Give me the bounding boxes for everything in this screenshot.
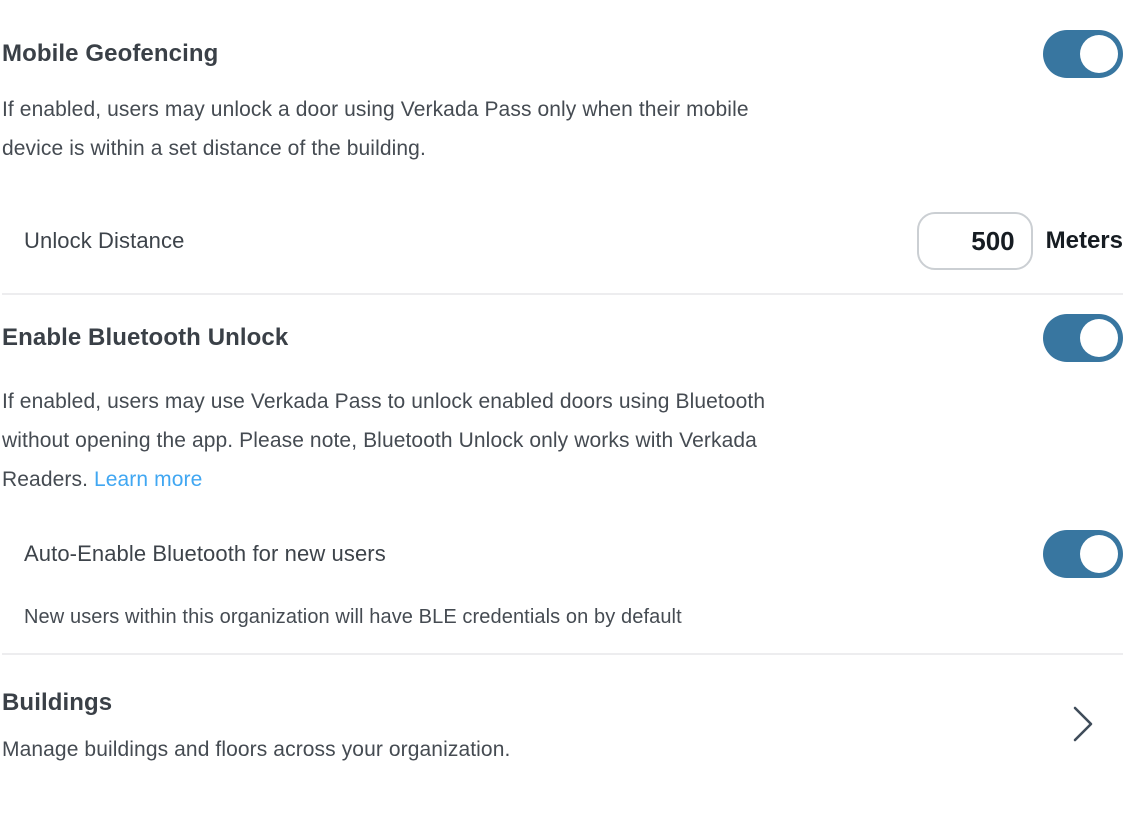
unlock-distance-value-group <box>917 212 1123 270</box>
mobile-geofencing-title: Mobile Geofencing <box>2 40 219 67</box>
bluetooth-unlock-title: Enable Bluetooth Unlock <box>2 324 289 351</box>
unlock-distance-unit: Meters <box>1045 227 1123 254</box>
auto-enable-bluetooth-toggle[interactable] <box>1043 530 1123 578</box>
unlock-distance-label: Unlock Distance <box>24 228 185 253</box>
buildings-description: Manage buildings and floors across your organization. <box>2 738 511 761</box>
buildings-title: Buildings <box>2 689 113 716</box>
learn-more-link[interactable]: Learn more <box>93 468 203 491</box>
unlock-distance-input[interactable] <box>917 212 1033 270</box>
bluetooth-unlock-header <box>2 314 1123 362</box>
buildings-nav-row[interactable] <box>2 683 1123 765</box>
section-mobile-geofencing <box>2 30 1123 270</box>
mobile-geofencing-toggle[interactable] <box>1043 30 1123 78</box>
unlock-distance-row <box>24 212 1123 270</box>
auto-enable-bluetooth-row <box>24 530 1123 578</box>
mobile-geofencing-description: If enabled, users may unlock a door using Verkada Pass only when their mobile device is within a set distance of the building. <box>2 98 749 160</box>
bluetooth-unlock-toggle[interactable] <box>1043 314 1123 362</box>
section-divider <box>2 653 1123 655</box>
bluetooth-unlock-description-text: If enabled, users may use Verkada Pass to unlock enabled doors using Bluetooth without opening the app. Please note, Bluetooth Unlock only works with Verkada Readers. <box>2 390 766 491</box>
auto-enable-bluetooth-description: New users within this organization will have BLE credentials on by default <box>24 606 682 628</box>
toggle-knob <box>1080 35 1118 73</box>
mobile-geofencing-header <box>2 30 1123 78</box>
toggle-knob <box>1080 319 1118 357</box>
toggle-knob <box>1080 535 1118 573</box>
chevron-right-icon[interactable] <box>1071 704 1095 744</box>
access-settings-page <box>0 30 1148 830</box>
section-divider <box>2 293 1123 295</box>
auto-enable-bluetooth-title: Auto-Enable Bluetooth for new users <box>24 541 386 566</box>
bluetooth-unlock-description <box>2 382 814 499</box>
section-bluetooth-unlock <box>2 314 1123 637</box>
